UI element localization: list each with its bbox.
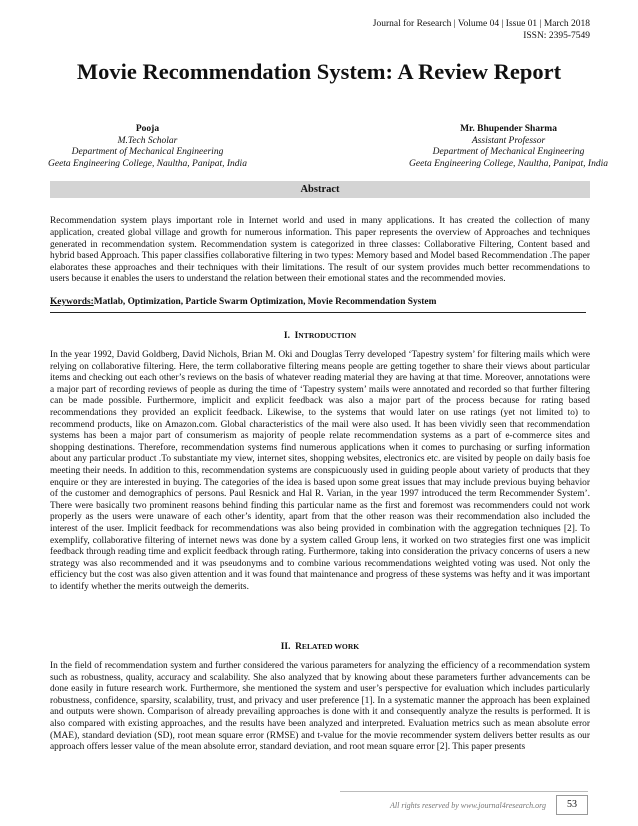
author-2 [409, 124, 608, 170]
section-first-letter: I [294, 331, 299, 341]
paper-title: Movie Recommendation System: A Review Report [76, 59, 562, 84]
author-affiliation: Geeta Engineering College, Naultha, Panipat, India [48, 158, 247, 169]
footer-rule [340, 791, 588, 792]
introduction-text: In the year 1992, David Goldberg, David Nichols, Brian M. Oki and Douglas Terry developed ‘Tapestry system’ for filtering mails which were relying on collaborative filtering. Here, the term collaborative filtering means people are getting together to share their views about particular items and checking out each other’s reviews on the basis of whatever reading material they are having at that time. Moreover, annotations were a major part of recording reviews of people as during the time of ‘Tapestry system’ mails were annotated and recorded so that further filtering can be made possible. Furthermore, implicit and explicit feedback was also a major part of the process because for rating based recommendations they provided an explicit feedback. Likewise, to the systems that would later on use ratings (yet not limited to) to recommend products, like on Amazon.com. Global characteristics of the mail were also used. It has been vividly seen that recommendation systems has been a major part of consumerism as majority of people relate recommendation systems as a part of e-commerce sites and shopping destinations. Therefore, recommendation systems find numerous applications when it comes to purchasing or surfing information about any particular product .To substantiate my view, internet sites, shopping websites, electronics etc. are visited by people on daily basis foe meeting their needs. In addition to this, recommendation systems are conspicuously used in guiding people about variety of products that they enquire or they are interested in buying. The categories of the idea is based upon some great issues that may include previous buying behavior of the customer and demographics of persons. Paul Resnick and Hal R. Varian, in the year 1997 introduced the term Recommender System’. There were basically two prominent reasons behind finding this particular name as the first and foremost was recommenders could not work properly as the users were unaware of each other’s identity, apart from that the other reason was their recommendation also included the interest of the user. Implicit feedback for recommendations was also being provided in combination with the aggregation techniques [2]. To exemplify, collaborative filtering of internet news was done by a system called Group lens, it worked on two strategies first one was implicit feedback through reading time and explicit feedback through rating. Furthermore, taking into consideration the privacy concerns of users a new strategy was also recommended and it was pseudonyms and to combine various recommendations weighted voting was used. Not only the efficiency but the cost was also given attention and it was found that maintenance and progress of these systems was hefty and it was important to identify whether the merits outweigh the demerits. [50, 350, 590, 592]
author-name: Mr. Bhupender Sharma [460, 124, 557, 134]
section-number: I. [283, 331, 290, 341]
abstract-text: Recommendation system plays important role in Internet world and used in many applications. It has created the collection of many application, created global village and growth for numerous information. This paper represents the overview of Approaches and techniques generated in recommendation system. Recommendation system is categorized in three classes: Collaborative Filtering, Content based and hybrid based Approach. This paper classifies collaborative filtering in two types: Memory based and Model based Recommendation .The paper elaborates these approaches and their techniques with their limitations. The result of our system provides much better recommendations to users because it enables the users to understand the relation between their emotional states and the recommended movies. [50, 216, 590, 285]
author-role: Assistant Professor [471, 135, 546, 146]
related-work-text: In the field of recommendation system and further considered the various parameters for analyzing the efficiency of a recommendation system such as robustness, quality, accuracy and scalability. She also analyzed that by knowing about these parameters further advancements can be done easily in future research work. Furthermore, she mentioned the system and user’s perspective for evaluation which includes particularly robustness, confidence, sparsity, scalability, trust, and privacy and user preference [1]. In a systematic manner the approach has been explained and outputs were shown. Comparison of already prevailing approaches is done with it and consequently analyze the results is performed. It is also compared with existing approaches, and the results have been analyzed and interpreted. Evaluation metrics such as mean absolute error (MAE), standard deviation (SD), root mean square error (RMSE) and t-value for the movie recommender system delivers better results as our approach offers lesser value of the mean absolute error, standard deviation, and root mean square error [2]. This paper presents [50, 661, 590, 753]
section-heading-introduction [50, 330, 590, 342]
author-role: M.Tech Scholar [117, 135, 178, 146]
section-first-letter: R [295, 642, 302, 652]
section-heading-related-work [50, 641, 590, 653]
section-title-rest: ELATED WORK [301, 642, 360, 651]
section-title-rest: NTRODUCTION [298, 331, 357, 340]
journal-line: Journal for Research | Volume 04 | Issue 01 | March 2018 [372, 19, 590, 29]
section-number: II. [280, 642, 291, 652]
journal-header [373, 18, 590, 42]
page-number: 53 [556, 795, 588, 815]
author-affiliation: Geeta Engineering College, Naultha, Panipat, India [409, 158, 608, 169]
author-department: Department of Mechanical Engineering [432, 147, 585, 158]
keywords-label: Keywords: [50, 297, 94, 307]
divider [50, 312, 586, 313]
page-footer [390, 795, 588, 815]
author-block [48, 124, 608, 170]
issn: ISSN: 2395-7549 [523, 31, 590, 41]
author-1 [48, 124, 247, 170]
author-department: Department of Mechanical Engineering [71, 147, 224, 158]
abstract-heading: Abstract [50, 181, 590, 198]
keywords-text: Matlab, Optimization, Particle Swarm Optimization, Movie Recommendation System [93, 297, 437, 307]
rights-text: All rights reserved by www.journal4research.org [390, 800, 546, 810]
author-name: Pooja [135, 124, 160, 134]
keywords [50, 297, 590, 309]
